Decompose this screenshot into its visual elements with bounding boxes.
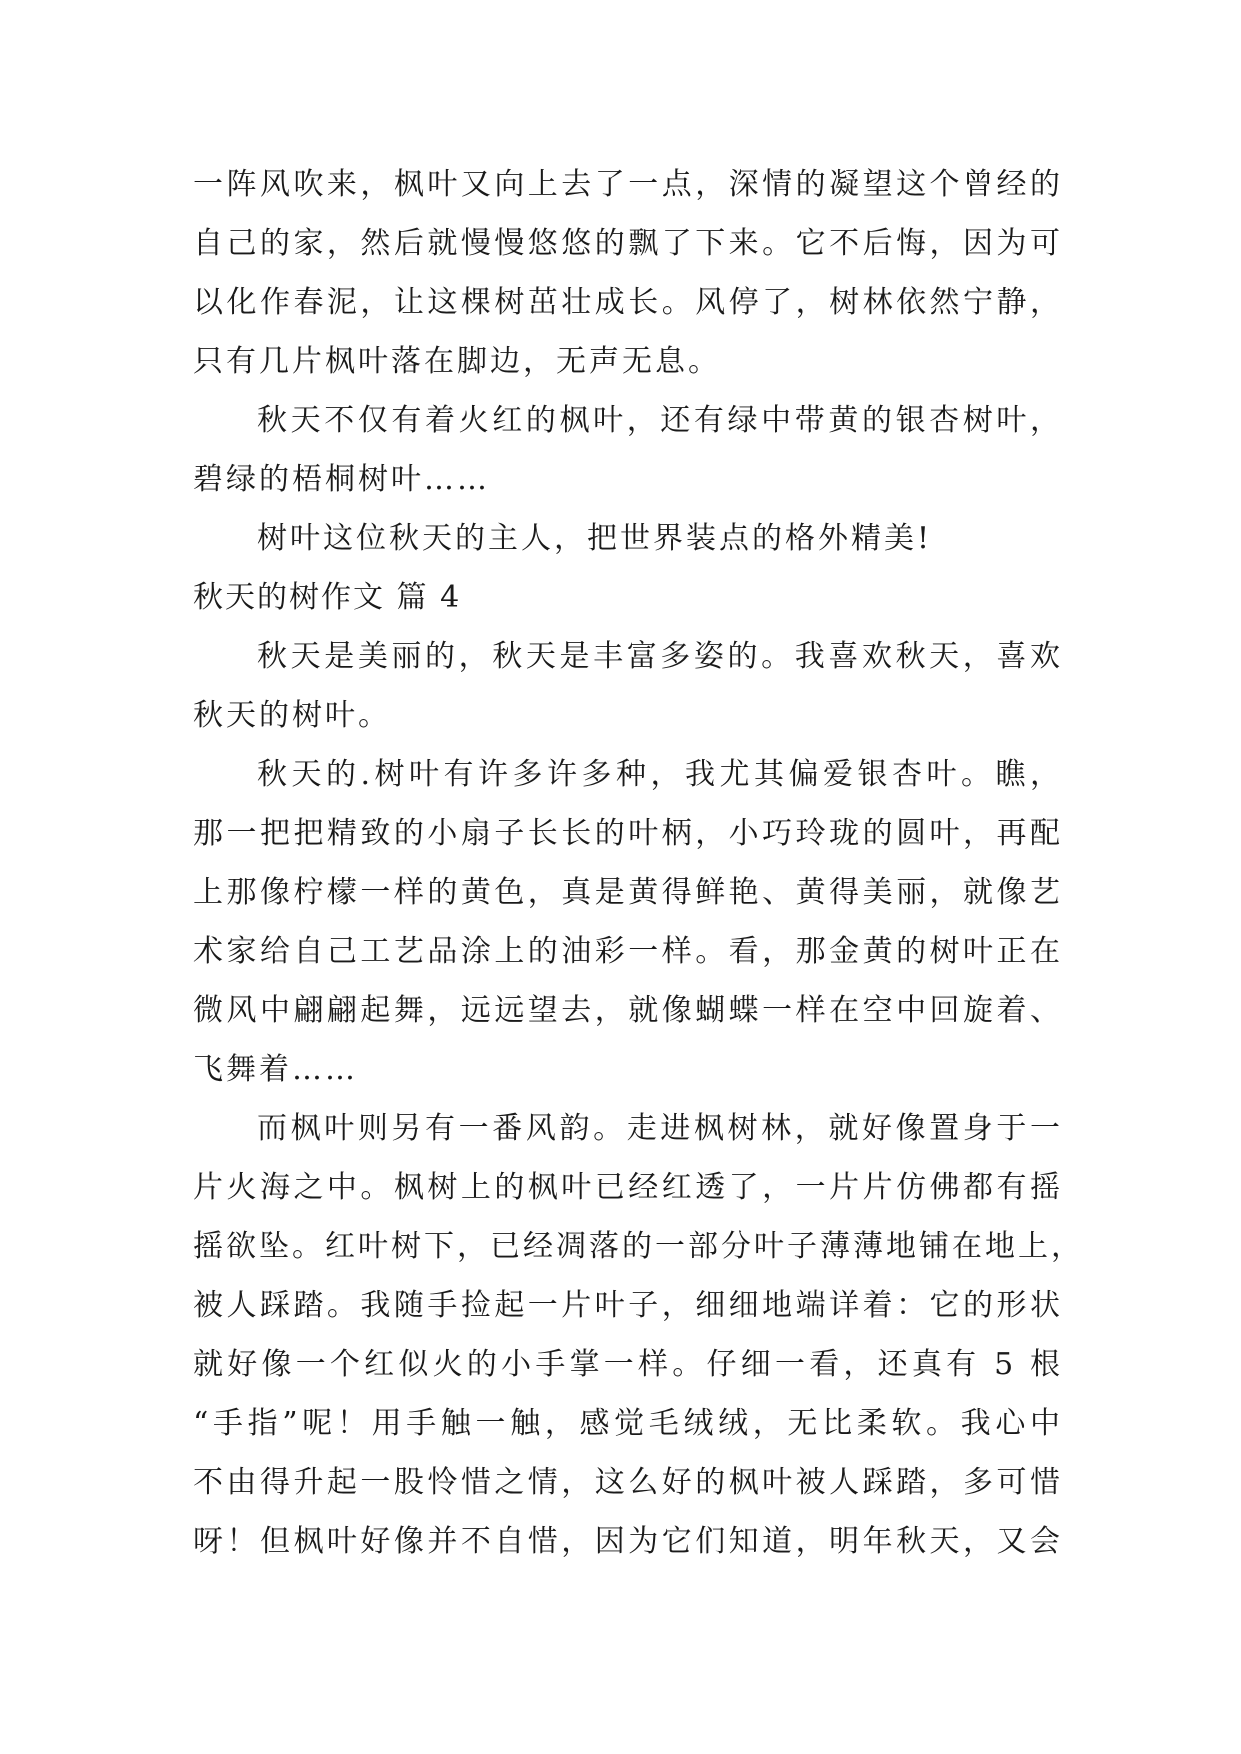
paragraph-start-line: 秋天的.树叶有许多许多种，我尤其偏爱银杏叶。瞧， [257,757,1063,792]
text-line: “手指”呢！用手触一触，感觉毛绒绒，无比柔软。我心中 [193,1406,1063,1441]
paragraph-start-line: 树叶这位秋天的主人，把世界装点的格外精美! [257,521,933,556]
text-line: 被人踩踏。我随手捡起一片叶子，细细地端详着：它的形状 [193,1288,1063,1323]
text-line: 呀！但枫叶好像并不自惜，因为它们知道，明年秋天，又会 [193,1524,1063,1559]
text-line: 一阵风吹来，枫叶又向上去了一点，深情的凝望这个曾经的 [193,167,1063,202]
paragraph-start-line: 秋天不仅有着火红的枫叶，还有绿中带黄的银杏树叶， [257,403,1063,438]
text-line: 就好像一个红似火的小手掌一样。仔细一看，还真有 5 根 [193,1347,1063,1382]
text-line: 不由得升起一股怜惜之情，这么好的枫叶被人踩踏，多可惜 [193,1465,1063,1500]
paragraph-start-line: 而枫叶则另有一番风韵。走进枫树林，就好像置身于一 [257,1111,1063,1146]
document-body [193,155,1084,1571]
text-line: 碧绿的梧桐树叶…… [193,462,490,497]
text-line: 只有几片枫叶落在脚边，无声无息。 [193,344,721,379]
text-line: 上那像柠檬一样的黄色，真是黄得鲜艳、黄得美丽，就像艺 [193,875,1063,910]
text-line: 自己的家，然后就慢慢悠悠的飘了下来。它不后悔，因为可 [193,226,1063,261]
text-line: 那一把把精致的小扇子长长的叶柄，小巧玲珑的圆叶，再配 [193,816,1063,851]
text-line: 术家给自己工艺品涂上的油彩一样。看，那金黄的树叶正在 [193,934,1063,969]
text-line: 秋天的树叶。 [193,698,391,733]
text-line: 飞舞着…… [193,1052,358,1087]
text-line: 微风中翩翩起舞，远远望去，就像蝴蝶一样在空中回旋着、 [193,993,1063,1028]
text-line: 以化作春泥，让这棵树茁壮成长。风停了，树林依然宁静， [193,285,1063,320]
text-line: 片火海之中。枫树上的枫叶已经红透了，一片片仿佛都有摇 [193,1170,1063,1205]
section-heading: 秋天的树作文 篇 4 [193,580,462,615]
paragraph-start-line: 秋天是美丽的，秋天是丰富多姿的。我喜欢秋天，喜欢 [257,639,1063,674]
text-line: 摇欲坠。红叶树下，已经凋落的一部分叶子薄薄地铺在地上， [193,1229,1084,1264]
